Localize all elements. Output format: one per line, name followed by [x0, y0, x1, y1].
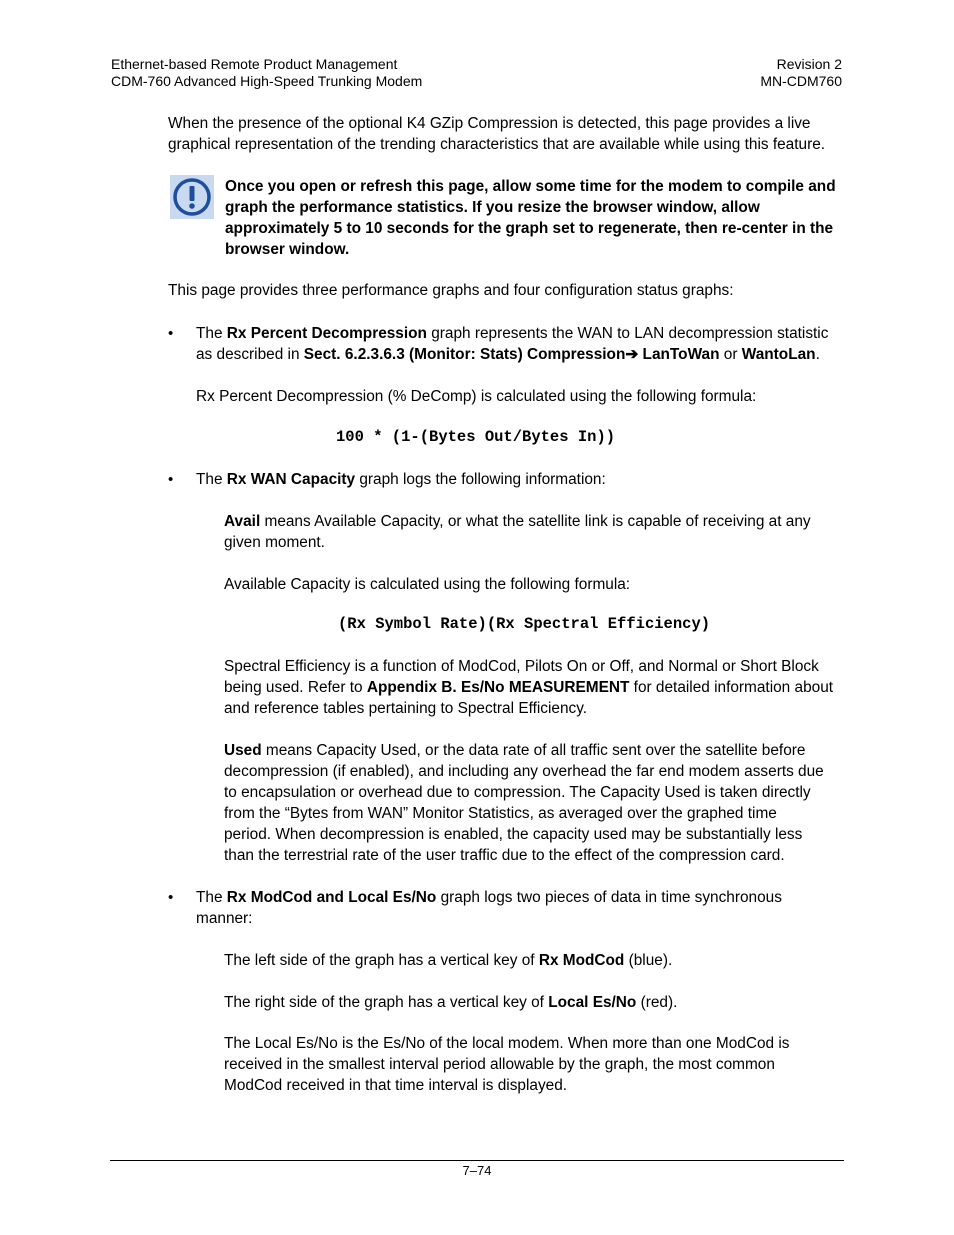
intro-paragraph	[168, 113, 825, 155]
footer-divider	[110, 1160, 844, 1161]
bullet-marker: •	[168, 471, 174, 488]
header-doc-title: Ethernet-based Remote Product Management	[111, 56, 398, 72]
header-revision: Revision 2	[776, 56, 842, 72]
bullet-marker: •	[168, 889, 174, 906]
formula-intro: Rx Percent Decompression (% DeComp) is calculated using the following formula:	[196, 388, 757, 405]
local-esno-paragraph: The Local Es/No is the Es/No of the local modem. When more than one ModCod is received in the smallest interval period allowable by the graph, the most common ModCod received in that time interval is displayed.	[224, 1035, 790, 1094]
intro-line: When the presence of the optional K4 GZip Compression is detected, this page provides a live	[168, 115, 811, 132]
overview-paragraph: This page provides three performance graphs and four configuration status graphs:	[168, 282, 734, 299]
header-manual-number: MN-CDM760	[760, 73, 842, 89]
bullet3-text: The Rx ModCod and Local Es/No graph logs two pieces of data in time synchronous manner:	[196, 889, 782, 927]
graph-name: Rx WAN Capacity	[226, 471, 356, 488]
note-line: browser window.	[225, 241, 350, 258]
intro-line: graphical representation of the trending characteristics that are available while using this feature.	[168, 136, 826, 153]
exclamation-circle-icon	[170, 175, 214, 219]
note-line: Once you open or refresh this page, allow some time for the modem to compile and	[225, 178, 836, 195]
used-paragraph: Used means Capacity Used, or the data rate of all traffic sent over the satellite before decompression (if enabled), and including any overhead the far end modem asserts due to encapsulation or overhead due to compression. The Capacity Used is taken directly from the “Bytes from WAN” Monitor Statistics, as averaged over the graphed time period. When decompression is enabled, the capacity used may be substantially less than the terrestrial rate of the user traffic due to the effect of the compression card.	[224, 742, 824, 864]
capacity-formula: (Rx Symbol Rate)(Rx Spectral Efficiency)	[338, 615, 711, 633]
bullet-marker: •	[168, 325, 174, 342]
avail-paragraph: Avail means Available Capacity, or what the satellite link is capable of receiving at any given moment.	[224, 513, 811, 551]
graph-name: Rx Percent Decompression	[226, 325, 427, 342]
note-text	[225, 176, 836, 260]
right-key-paragraph: The right side of the graph has a vertical key of Local Es/No (red).	[224, 994, 678, 1011]
note-line: graph the performance statistics. If you resize the browser window, allow	[225, 199, 760, 216]
term-used: Used	[224, 742, 262, 759]
section-reference: Sect. 6.2.3.6.3 (Monitor: Stats) Compression	[303, 346, 626, 363]
appendix-reference: Appendix B. Es/No MEASUREMENT	[366, 679, 630, 696]
formula-intro: Available Capacity is calculated using the following formula:	[224, 576, 631, 593]
decompression-formula: 100 * (1-(Bytes Out/Bytes In))	[336, 428, 616, 446]
running-header-left	[111, 56, 422, 90]
left-key-paragraph: The left side of the graph has a vertical key of Rx ModCod (blue).	[224, 952, 673, 969]
page-number: 7–74	[462, 1163, 492, 1178]
note-line: approximately 5 to 10 seconds for the graph set to regenerate, then re-center in the	[225, 220, 834, 237]
bullet2-text: The Rx WAN Capacity graph logs the following information:	[196, 471, 606, 488]
arrow-right-icon: ➔	[625, 346, 639, 363]
graph-name: Rx ModCod and Local Es/No	[226, 889, 437, 906]
spectral-efficiency-paragraph: Spectral Efficiency is a function of ModCod, Pilots On or Off, and Normal or Short Block being used. Refer to Appendix B. Es/No MEASUREMENT for detailed information about and reference tables pertaining to Spectral Efficiency.	[224, 658, 834, 717]
header-product-title: CDM-760 Advanced High-Speed Trunking Modem	[111, 73, 423, 89]
term-avail: Avail	[224, 513, 261, 530]
running-header-right	[760, 56, 842, 90]
bullet1-text: The Rx Percent Decompression graph represents the WAN to LAN decompression statistic as described in Sect. 6.2.3.6.3 (Monitor: Stats) Compression➔ LanToWan or WantoLan.	[196, 325, 829, 363]
